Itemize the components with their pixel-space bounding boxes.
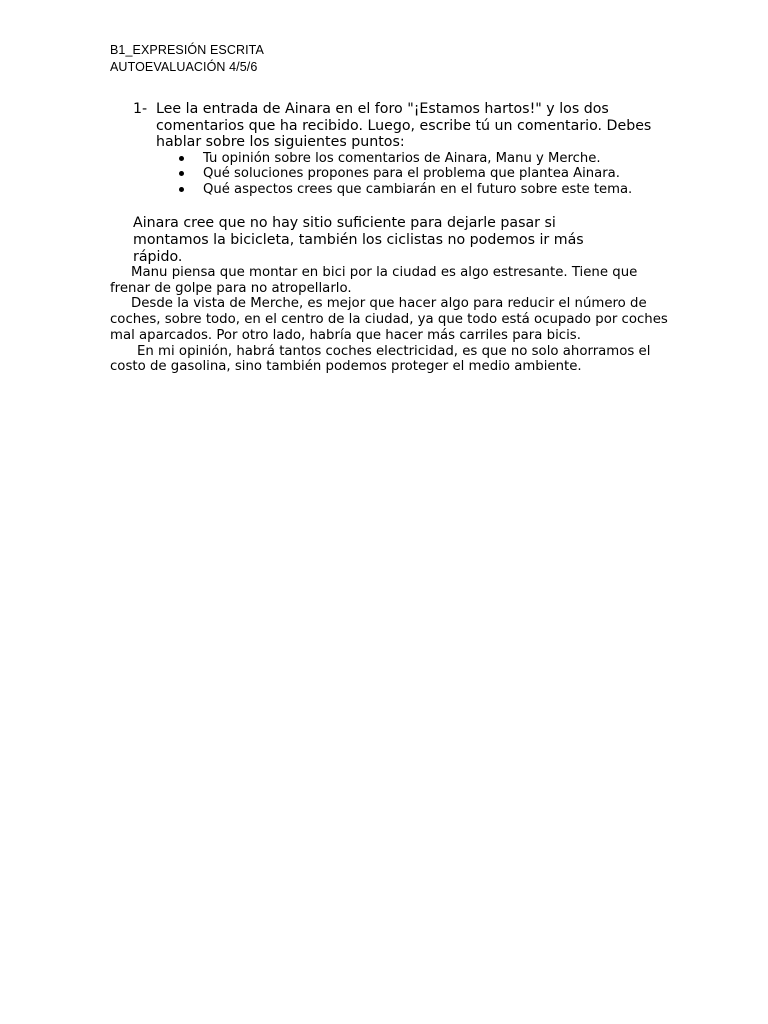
answer-body	[110, 265, 670, 375]
answer-opinion-paragraph: En mi opinión, habrá tantos coches electricidad, es que no solo ahorramos el costo de gasolina, sino también podemos proteger el medio ambiente.	[110, 343, 651, 375]
header-course-title: B1_EXPRESIÓN ESCRITA	[110, 43, 264, 57]
bullet-icon	[179, 171, 184, 176]
bullet-text: Qué soluciones propones para el problema que plantea Ainara.	[203, 166, 620, 182]
list-item	[179, 182, 663, 198]
answer-merche-paragraph: Desde la vista de Merche, es mejor que hacer algo para reducir el número de coches, sobre todo, en el centro de la ciudad, ya que todo está ocupado por coches mal aparcados. Por otro lado, habría que hacer más carriles para bicis.	[110, 296, 668, 343]
task-bullet-list	[179, 151, 673, 198]
answer-ainara-paragraph: Ainara cree que no hay sitio suficiente para dejarle pasar si montamos la bicicleta, también los ciclistas no podemos ir más rápido.	[133, 215, 584, 265]
list-item	[179, 166, 663, 182]
document-header	[110, 42, 264, 76]
task-text: Lee la entrada de Ainara en el foro "¡Estamos hartos!" y los dos comentarios que ha recibido. Luego, escribe tú un comentario. Debes hablar sobre los siguientes puntos:	[156, 101, 652, 150]
task-number: 1-	[133, 101, 148, 117]
bullet-icon	[179, 156, 184, 161]
bullet-icon	[179, 187, 184, 192]
bullet-text: Tu opinión sobre los comentarios de Ainara, Manu y Merche.	[203, 150, 601, 166]
list-item	[179, 151, 663, 167]
task-instructions	[133, 101, 673, 198]
bullet-text: Qué aspectos crees que cambiarán en el futuro sobre este tema.	[203, 182, 633, 198]
answer-manu-paragraph: Manu piensa que montar en bici por la ciudad es algo estresante. Tiene que frenar de golpe para no atropellarlo.	[110, 265, 638, 296]
header-self-evaluation: AUTOEVALUACIÓN 4/5/6	[110, 60, 258, 74]
